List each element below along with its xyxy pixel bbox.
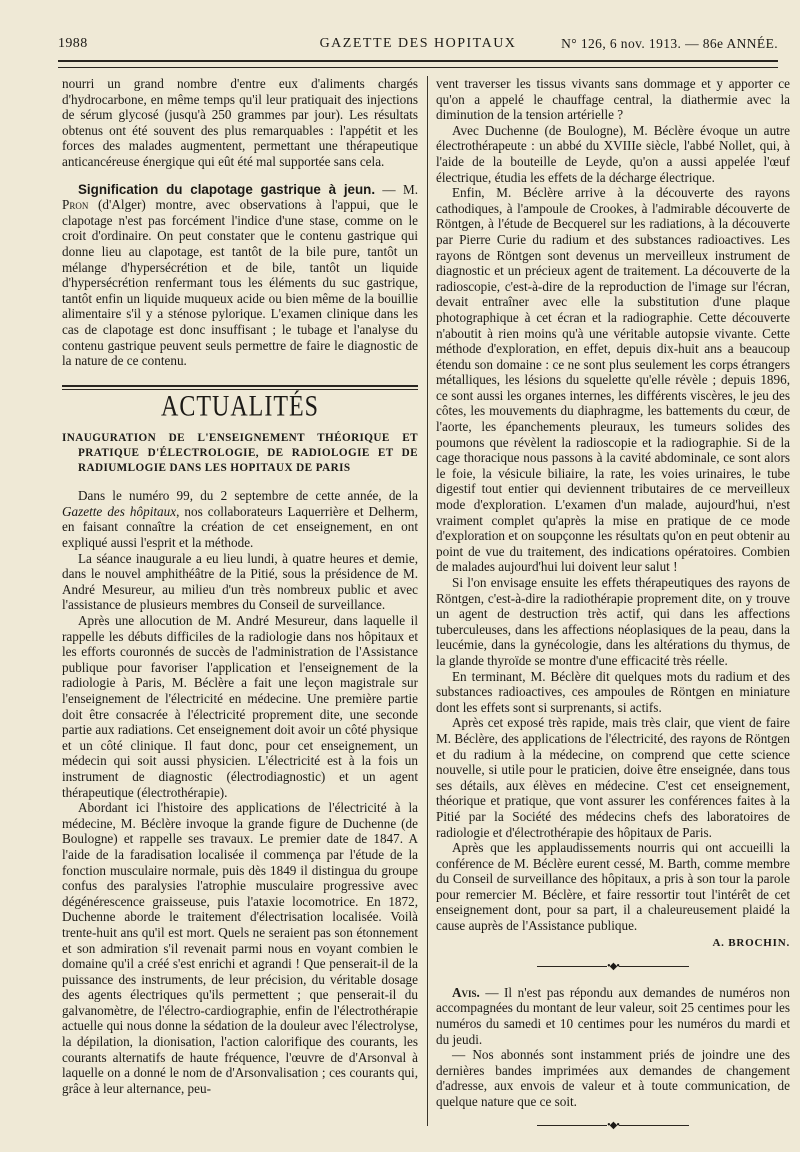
- avis-body: — Il n'est pas répondu aux demandes de numéros non accompagnées du montant de leur valeur, soit 25 centimes pour les numéros du samedi et 10 centimes pour les numéros du mardi et du jeudi.: [436, 984, 790, 1047]
- paragraph: Abordant ici l'histoire des applications de l'électricité à la médecine, M. Béclère invoque la grande figure de Duchenne (de Boulogne) et rappelle ses travaux. Le premier date de 1847. A l'aide de la faradisation localisée il commença par l'étude de la fonction musculaire normale, puis dès 1849 il distingua du groupe confus des paralysies l'atrophie musculaire progressive avec dégénérescence graisseuse, puis l'ataxie locomotrice. En 1872, Duchenne aborde le traitement d'électrisation localisée. Voilà trente-huit ans qu'il est mort. Quels ne seraient pas son étonnement et son admiration s'il revenait parmi nous en voyant combien le domaine qu'il a créé s'est enrichi et agrandi ! Que penserait-il de la puissance des instruments, de leur précision, du véritable dosage des agents électriques qu'ils permettent ; que penserait-il du galvanomètre, de l'électro-cardiographie, enfin de l'électrothérapie actuelle qui nous donne la sédation de la douleur avec l'électrolyse, la dépilation, la dionisation, l'action calorifique des courants, les courants alternatifs de haute fréquence, l'œuvre de d'Arsonval à laquelle on a donné le nom de d'Arsonvalisation ; ces courants qui, grâce à leur alternance, peu-: [62, 800, 418, 1096]
- paragraph-body: (d'Alger) montre, avec observations à l'appui, que le clapotage n'est pas forcément l'indice d'une stase, comme on le croit d'ordinaire. On peut constater que le contenu gastrique qui donne lieu au clapotage, est tantôt de la bile pure, tantôt un mélange d'hypersécrétion et de bile, tantôt un liquide d'hypersécrétion renfermant tous les éléments du suc gastrique, tantôt enfin un liquide muqueux acide ou bien même de la bouillie alimentaire s'il y a sténose pylorique. L'examen clinique dans les cas de clapotage est donc insuffisant ; le tubage et l'analyse du contenu gastrique peuvent seuls permettre de faire le diagnostic de la nature de ce contenu.: [62, 197, 418, 369]
- ornament-divider: •◆•: [436, 959, 790, 975]
- paragraph: Après que les applaudissements nourris qui ont accueilli la conférence de M. Béclère eurent cessé, M. Barth, comme membre du Conseil de surveillance des hôpitaux, a pris à son tour la parole pour remercier M. Béclère, et faire ressortir tout l'intérêt de cet enseignement dont, pour sa part, il a chaleureusement plaidé la cause auprès de l'Assistance publique.: [436, 840, 790, 934]
- header-rule: [58, 60, 778, 68]
- page-header: [58, 34, 778, 56]
- subsection-heading: Signification du clapotage gastrique à jeun.: [78, 181, 376, 197]
- column-divider: [427, 76, 428, 1126]
- paragraph: Avec Duchenne (de Boulogne), M. Béclère évoque un autre électrothérapeute : un abbé du XVIIIe siècle, l'abbé Nollet, qui, à l'aide de la bouteille de Leyde, qu'on a aussi appelée l'œuf électrique, étudia les effets de la décharge électrique.: [436, 122, 790, 185]
- page-number: 1988: [58, 36, 88, 51]
- ornament-divider: •◆•: [436, 1118, 790, 1134]
- author-prefix: — M.: [375, 181, 418, 197]
- paragraph: — Nos abonnés sont instamment priés de joindre une des dernières bandes imprimées aux demandes de changement d'adresse, aux envois de valeur et à toute communication, de quelque nature que ce soit.: [436, 1047, 790, 1109]
- clapotage-paragraph: [62, 182, 418, 369]
- paragraph: Après cet exposé très rapide, mais très clair, que vient de faire M. Béclère, des applications de l'électricité, des rayons de Röntgen et du radium à la médecine, on comprend que cette science nouvelle, si utile pour le praticien, doive être enseignée, dans tous ses détails, aux élèves en médecine. C'est cet enseignement, théorique et pratique, que vont assurer les conférences faites à la Pitié par la Société des médecins chefs des laboratoires de radiologie et d'électrothérapie des hôpitaux de Paris.: [436, 715, 790, 840]
- italic-citation: Gazette des hôpitaux: [62, 503, 177, 519]
- paragraph: vent traverser les tissus vivants sans dommage et y apporter ce qu'on a appelé le chauffage central, la diathermie avec la diminution de la tension artérielle ?: [436, 76, 790, 123]
- journal-title: GAZETTE DES HOPITAUX: [319, 36, 517, 51]
- avis-paragraph: [436, 985, 790, 1047]
- paragraph: Si l'on envisage ensuite les effets thérapeutiques des rayons de Röntgen, c'est-à-dire la radiothérapie proprement dite, on y trouve un agent de destruction très actif, qui dans les affections tuberculeuses, dans les affections néoplasiques de la peau, dans la leucémie, dans la gynécologie, dans les altérations du thymus, de la glande thyroïde se montre d'une efficacité très réelle.: [436, 575, 790, 668]
- paragraph: [62, 488, 418, 550]
- author-name: Pron: [62, 197, 89, 213]
- issue-info: N° 126, 6 nov. 1913. — 86e ANNÉE.: [561, 36, 778, 51]
- text-run: Dans le numéro 99, du 2 septembre de cette année, de la: [78, 488, 418, 504]
- text-run: , nos collaborateurs Laquerrière et Delherm, en faisant connaître la création de cet enseignement, en ont expliqué aussi l'esprit et la méthode.: [62, 503, 418, 551]
- right-column: [436, 76, 790, 1143]
- section-title: ACTUALITÉS: [161, 390, 319, 423]
- avis-label: Avis.: [452, 984, 480, 1000]
- author-signature: A. BROCHIN.: [712, 936, 790, 949]
- paragraph: En terminant, M. Béclère dit quelques mots du radium et des substances radioactives, ces ampoules de Röntgen en miniature dont les effets sont si surprenants, si actifs.: [436, 668, 790, 715]
- paragraph: Enfin, M. Béclère arrive à la découverte des rayons cathodiques, à l'ampoule de Crookes, à l'admirable découverte de Röntgen, à l'étude de Becquerel sur les radiations, à la découverte par Pierre Curie du radium et des substances radioactives. Les rayons de Röntgen sont devenus un merveilleux instrument de diagnostic et un précieux agent de traitement. La découverte de la radioscopie, c'est-à-dire de la reproduction de l'image sur l'écran, devait entraîner avec elle la substitution d'une plaque photographique à cet écran et la radiographie. Cette découverte n'aboutit à rien moins qu'à une véritable autopsie vivante. Cette méthode d'exploration, en effet, depuis dix-huit ans a beaucoup étendu son domaine : ce ne sont plus seulement les corps étrangers métalliques, les lésions du squelette qu'elle révèle ; depuis 1896, ce sont aussi les organes internes, les différents viscères, le jeu des côtes, les mouvements du diaphragme, les battements du cœur, de l'aorte, les épanchements pleuraux, les tumeurs solides des poumons que révèlent la radioscopie et la radiographie. Si de la cage thoracique nous passons à la cavité abdominale, ce sont alors le foie, la vésicule biliaire, la rate, les voies urinaires, le tube digestif tout entier qui deviennent tributaires de ce merveilleux mode d'exploration. L'examen d'un malade, aujourd'hui, n'est vraiment complet qu'après la mise en pratique de ce mode d'exploration et on soupçonne les résultats qu'on en peut obtenir au point de vue du traitement, des indications opératoires. Combien de malades aujourd'hui lui doivent leur salut !: [436, 185, 790, 575]
- left-column: [62, 76, 418, 1096]
- paragraph: La séance inaugurale a eu lieu lundi, à quatre heures et demie, dans le nouvel amphithéâtre de la Pitié, sous la présidence de M. André Mesureur, au milieu d'un très nombreux public et avec l'assistance de plusieurs membres du Conseil de surveillance.: [62, 550, 418, 613]
- section-divider: [62, 385, 418, 390]
- article-title: INAUGURATION DE L'ENSEIGNEMENT THÉORIQUE ET PRATIQUE D'ÉLECTROLOGIE, DE RADIOLOGIE ET DE RADIUMLOGIE DANS LES HOPITAUX DE PARIS: [62, 432, 418, 475]
- paragraph: Après une allocution de M. André Mesureur, dans laquelle il rappelle les débuts difficiles de la radiologie dans nos hôpitaux et les efforts couronnés de succès de l'administration de l'Assistance publique pour favoriser l'application et l'enseignement de la radiologie à Paris, M. Béclère a fait une leçon magistrale sur l'enseignement de l'électricité en médecine. Une première partie doit être consacrée à l'électricité proprement dite, une seconde partie aux radiations. Cet enseignement doit avoir un côté physique et un côté clinique. Il faut donc, pour cet enseignement, un médecin qui soit aussi physicien. L'électricité est à la fois un instrument de diagnostic (électrodiagnostic) et un agent thérapeutique (électrothérapie).: [62, 613, 418, 800]
- paragraph: nourri un grand nombre d'entre eux d'aliments chargés d'hydrocarbone, en même temps qu'il leur pratiquait des injections de sérum glycosé (jusqu'à 250 grammes par jour). Les résultats obtenus ont été souvent des plus remarquables : l'appétit et les forces des malades augmentent, permettant une thérapeutique anticancéreuse énergique qui eût été mal supportée sans cela.: [62, 76, 418, 169]
